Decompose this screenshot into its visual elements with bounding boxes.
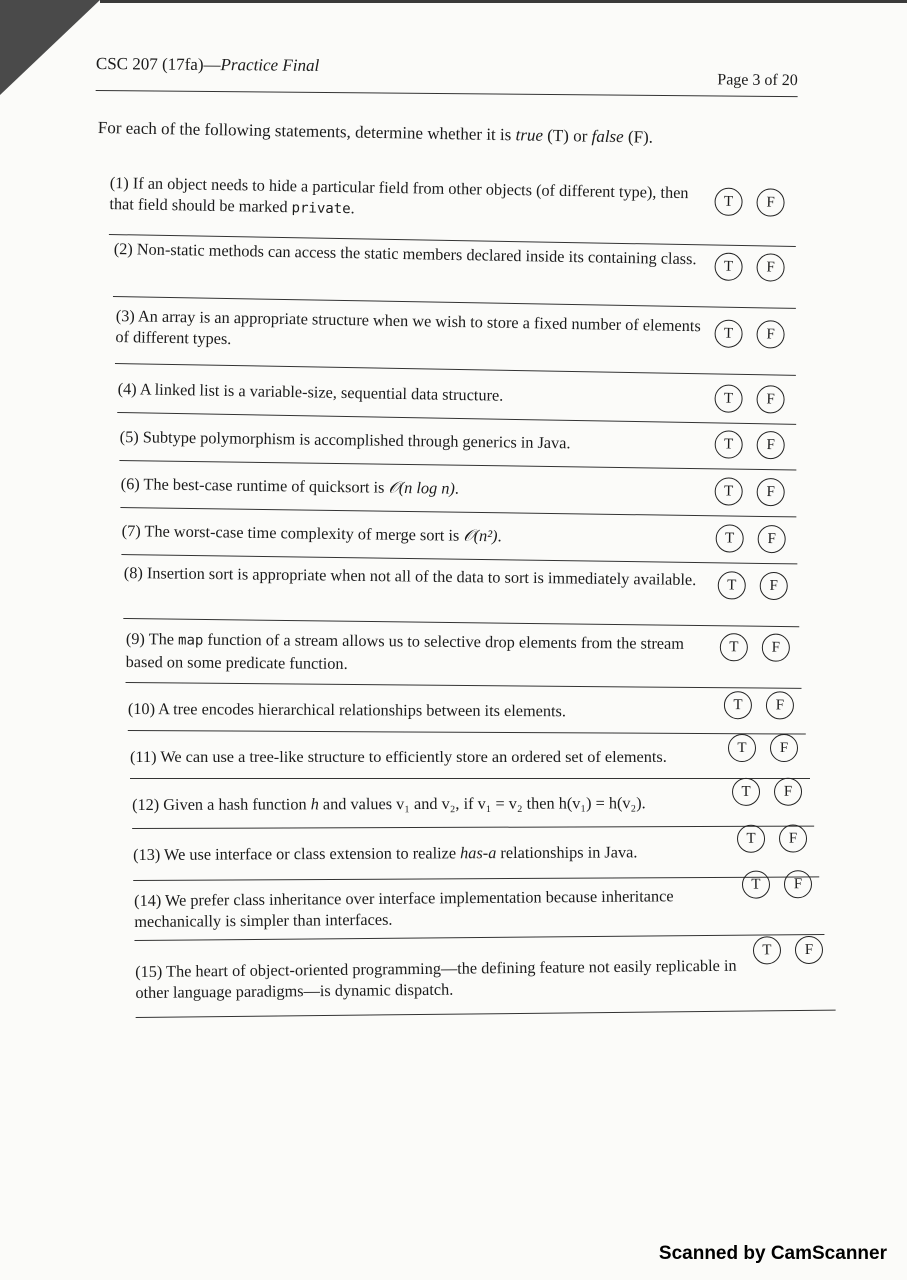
false-bubble[interactable]: F <box>762 634 790 662</box>
answer-choices <box>720 633 798 668</box>
false-bubble[interactable]: F <box>756 320 784 348</box>
scanner-watermark: Scanned by CamScanner <box>658 1243 887 1264</box>
page-number: Page 3 of 20 <box>717 71 798 90</box>
big-o-expression: 𝒪(n²) <box>463 525 498 546</box>
question-12 <box>132 784 814 829</box>
question-13 <box>133 832 819 881</box>
instructions: For each of the following statements, determine whether it is true (T) or false (F). <box>97 118 654 147</box>
answer-choices <box>742 870 820 905</box>
question-14 <box>134 875 824 941</box>
question-10 <box>128 690 806 735</box>
answer-choices <box>714 252 793 287</box>
question-2 <box>113 238 797 309</box>
italic-term: has-a <box>460 843 497 863</box>
true-bubble[interactable]: T <box>714 430 742 458</box>
question-1 <box>109 172 797 247</box>
scan-corner-shadow <box>0 0 100 95</box>
code-keyword: private <box>291 200 351 218</box>
question-text: (15) The heart of object-oriented programming—the defining feature not easily replicable in other language paradigms—is dynamic dispatch. <box>135 955 737 1002</box>
true-bubble[interactable]: T <box>753 936 781 964</box>
true-bubble[interactable]: T <box>718 571 746 599</box>
question-4 <box>117 370 797 425</box>
answer-choices <box>718 571 796 606</box>
question-text: (12) Given a hash function h and values v₁ and v₂, if v₁ = v₂ then h(v₁) = h(v₂). <box>132 793 646 814</box>
false-bubble[interactable]: F <box>784 870 812 898</box>
false-bubble[interactable]: F <box>770 734 798 762</box>
question-3 <box>115 305 797 376</box>
false-bubble[interactable]: F <box>756 385 784 413</box>
false-bubble[interactable]: F <box>756 478 784 506</box>
question-6 <box>120 465 797 517</box>
false-bubble[interactable]: F <box>756 431 784 459</box>
question-8 <box>123 562 800 627</box>
math-symbol: h <box>310 794 319 814</box>
question-text: (3) An array is an appropriate structure when we wish to store a fixed number of elements of different types. <box>115 305 701 349</box>
question-text: (14) We prefer class inheritance over interface implementation because inheritance mechanically is simpler than interfaces. <box>134 886 674 931</box>
code-keyword: map <box>177 632 204 649</box>
false-bubble[interactable]: F <box>756 253 784 281</box>
answer-choices <box>724 691 802 725</box>
answer-choices <box>714 430 792 465</box>
question-5 <box>119 418 797 470</box>
false-bubble[interactable]: F <box>779 824 807 852</box>
answer-choices <box>714 384 793 419</box>
answer-choices <box>714 188 793 223</box>
question-9 <box>126 628 802 689</box>
exam-name: Practice Final <box>220 55 320 75</box>
question-text: (9) The map function of a stream allows us to selective drop elements from the stream based on some predicate function. <box>125 628 685 673</box>
false-bubble[interactable]: F <box>757 525 785 553</box>
false-bubble[interactable]: F <box>756 188 784 216</box>
question-text: (13) We use interface or class extension to realize has-a relationships in Java. <box>133 842 638 864</box>
course-title <box>96 54 320 76</box>
false-bubble[interactable]: F <box>760 572 788 600</box>
false-bubble[interactable]: F <box>766 691 794 719</box>
false-bubble[interactable]: F <box>774 778 802 806</box>
question-11 <box>130 738 810 779</box>
question-text: (8) Insertion sort is appropriate when not all of the data to sort is immediately available. <box>123 562 697 589</box>
answer-choices <box>732 778 810 812</box>
question-text: (7) The worst-case time complexity of merge sort is 𝒪(n²). <box>121 520 502 546</box>
true-bubble[interactable]: T <box>737 825 765 853</box>
answer-choices <box>714 477 792 512</box>
true-bubble[interactable]: T <box>714 477 742 505</box>
true-bubble[interactable]: T <box>714 252 742 280</box>
course-code: CSC 207 (17fa)— <box>95 53 221 75</box>
question-text: (4) A linked list is a variable-size, sequential data structure. <box>117 378 504 405</box>
true-bubble[interactable]: T <box>732 778 760 806</box>
question-text: (6) The best-case runtime of quicksort is 𝒪(n log n). <box>120 473 460 498</box>
question-text: (1) If an object needs to hide a particular field from other objects (of different type), then that field should be marked private. <box>109 172 689 218</box>
answer-choices <box>753 936 831 971</box>
big-o-expression: 𝒪(n log n) <box>388 477 455 498</box>
answer-choices <box>737 824 815 858</box>
true-bubble[interactable]: T <box>715 524 743 552</box>
true-bubble[interactable]: T <box>742 870 770 898</box>
true-bubble[interactable]: T <box>714 384 742 412</box>
scan-top-edge <box>100 0 907 3</box>
question-15 <box>135 941 836 1018</box>
answer-choices <box>715 524 793 559</box>
question-text: (5) Subtype polymorphism is accomplished through generics in Java. <box>119 426 571 453</box>
true-bubble[interactable]: T <box>714 319 742 347</box>
answer-choices <box>714 319 793 354</box>
question-text: (11) We can use a tree-like structure to efficiently store an ordered set of elements. <box>130 747 667 766</box>
question-7 <box>121 512 798 564</box>
true-bubble[interactable]: T <box>724 691 752 719</box>
question-text: (10) A tree encodes hierarchical relationships between its elements. <box>127 698 567 721</box>
false-bubble[interactable]: F <box>795 936 823 964</box>
true-bubble[interactable]: T <box>714 188 742 216</box>
true-bubble[interactable]: T <box>720 633 748 661</box>
true-bubble[interactable]: T <box>728 734 756 762</box>
answer-choices <box>728 734 806 768</box>
question-text: (2) Non-static methods can access the static members declared inside its containing class. <box>113 238 697 269</box>
page-header <box>96 52 798 97</box>
